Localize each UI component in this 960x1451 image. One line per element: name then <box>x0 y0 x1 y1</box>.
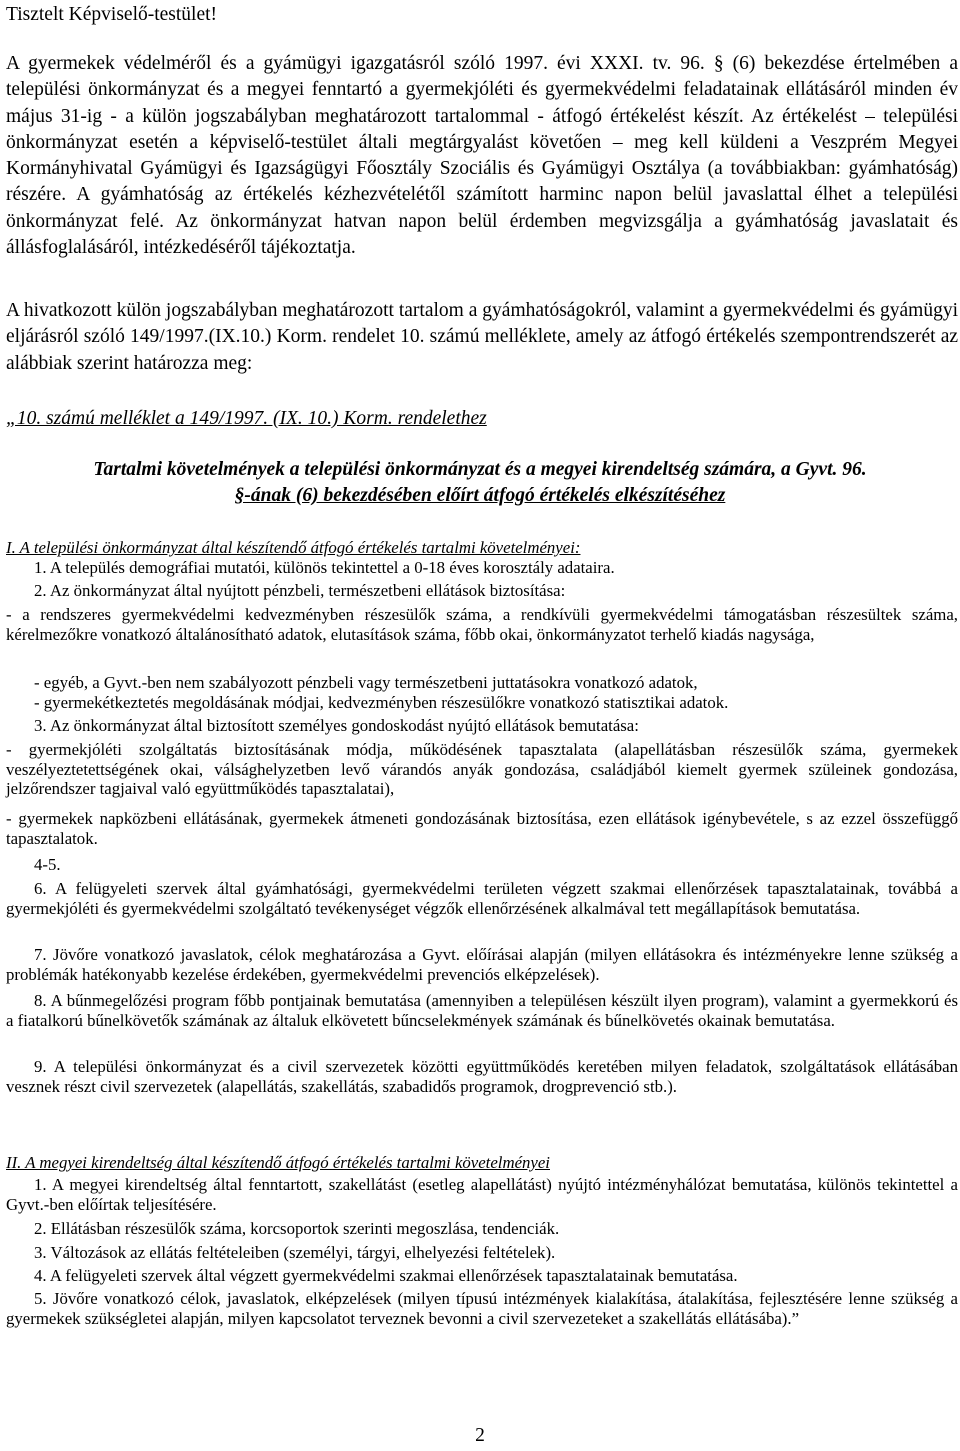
s1-item-1: 1. A település demográfiai mutatói, különös tekintettel a 0-18 éves korosztály adataira. <box>34 558 615 577</box>
document-title-line-1: Tartalmi követelmények a települési önkormányzat és a megyei kirendeltség számára, a Gyvt. 96. <box>93 459 867 480</box>
s2-item-1: 1. A megyei kirendeltség által fenntartott, szakellátást (esetleg alapellátást) nyújtó intézményhálózat bemutatása, különös tekintettel a Gyvt.-ben előírtak teljesítésére. <box>6 1175 958 1214</box>
section-2-heading-wrap <box>6 1153 958 1173</box>
document-title-line-2: §-ának (6) bekezdésében előírt átfogó értékelés elkészítéséhez <box>234 485 726 506</box>
s2-item-2: 2. Ellátásban részesülők száma, korcsoportok szerinti megoszlása, tendenciák. <box>34 1219 560 1238</box>
s2-item-4: 4. A felügyeleti szervek által végzett gyermekvédelmi szakmai ellenőrzések tapasztalatainak bemutatása. <box>34 1266 738 1285</box>
section-1-heading-wrap <box>6 538 958 558</box>
section-2-heading: II. A megyei kirendeltség által készítendő átfogó értékelés tartalmi követelményei <box>6 1153 550 1172</box>
s1-item-2c: - gyermekétkeztetés megoldásának módjai, kedvezményben részesülőkre vonatkozó statisztikai adatok. <box>34 693 729 712</box>
section-1-heading: I. A települési önkormányzat által készítendő átfogó értékelés tartalmi követelményei: <box>6 538 581 557</box>
intro-paragraph: A gyermekek védelméről és a gyámügyi igazgatásról szóló 1997. évi XXXI. tv. 96. § (6) bekezdése értelmében a települési önkormányzat és a megyei fenntartó a gyermekjóléti és gyermekvédelmi feladatainak ellátásáról minden év május 31-ig - a külön jogszabályban meghatározott tartalommal - átfogó értékelést készít. Az értékelést – települési önkormányzat esetén a képviselő-testület általi megtárgyalást követően – meg kell küldeni a Veszprém Megyei Kormányhivatal Gyámügyi és Igazságügyi Főosztály Szociális és Gyámügyi Osztálya (a továbbiakban: gyámhatóság) részére. A gyámhatóság az értékelés kézhezvételétől számított harminc napon belül javaslattal élhet a települési önkormányzat felé. Az önkormányzat hatvan napon belül érdemben megvizsgálja a gyámhatóság javaslatait és állásfoglalásáról, intézkedéséről tájékoztatja. <box>6 53 958 259</box>
s1-item-3b: - gyermekek napközbeni ellátásának, gyermekek átmeneti gondozásának biztosítása, ezen ellátások igénybevétele, s az ezzel összefüggő tapasztalatok. <box>6 809 958 848</box>
s2-item-5: 5. Jövőre vonatkozó célok, javaslatok, elképzelések (milyen típusú intézmények kialakítása, átalakítása, fejlesztésére lenne szükség a gyermekek szükségletei alapján, milyen kapcsolatot terveznek bevonni a civil szervezeteket a szakellátás ellátásába).” <box>6 1289 958 1328</box>
s1-item-6: 6. A felügyeleti szervek által gyámhatósági, gyermekvédelmi területen végzett szakmai ellenőrzések tapasztalatainak, továbbá a gyermekjóléti és gyermekvédelmi szolgáltató tevékenységet végzők ellenőrzésének alkalmával tett megállapítások bemutatása. <box>6 879 958 918</box>
s1-item-2b: - egyéb, a Gyvt.-ben nem szabályozott pénzbeli vagy természetbeni juttatásokra vonatkozó adatok, <box>34 673 698 692</box>
page-number: 2 <box>475 1425 485 1446</box>
annex-heading: „10. számú melléklet a 149/1997. (IX. 10.) Korm. rendelethez <box>6 408 487 429</box>
s1-item-7: 7. Jövőre vonatkozó javaslatok, célok meghatározása a Gyvt. előírásai alapján (milyen ellátásokra és intézményekre lenne szükség a problémák hatékonyabb kezelése érdekében, gyermekvédelmi prevenciós elképzelések). <box>6 945 958 984</box>
s1-item-2a: - a rendszeres gyermekvédelmi kedvezményben részesülők száma, a rendkívüli gyermekvédelmi támogatásban részesültek száma, kérelmezőkre vonatkozó általánosítható adatok, elutasítások száma, főbb okai, önkormányzatot terhelő kiadás nagysága, <box>6 605 958 644</box>
s1-item-3a: - gyermekjóléti szolgáltatás biztosításának módja, működésének tapasztalata (alapellátásban részesülők száma, gyermekek veszélyeztetettségének okai, válsághelyzetben levő várandós anyák gondozása, családjából kiemelt gyermek szüleinek gondozása, jelzőrendszer tagjaival való együttműködés tapasztalatai), <box>6 740 958 799</box>
reference-paragraph: A hivatkozott külön jogszabályban meghatározott tartalom a gyámhatóságokról, valamint a gyermekvédelmi és gyámügyi eljárásról szóló 149/1997.(IX.10.) Korm. rendelet 10. számú melléklete, amely az átfogó értékelés szempontrendszerét az alábbiak szerint határozza meg: <box>6 300 958 374</box>
s1-item-8: 8. A bűnmegelőzési program főbb pontjainak bemutatása (amennyiben a településen készült ilyen program), valamint a gyermekkorú és a fiatalkorú bűnelkövetők számának az általuk elkövetett bűncselekmények számának és bűnelkövetés okainak bemutatása. <box>6 991 958 1030</box>
s1-item-9: 9. A települési önkormányzat és a civil szervezetek közötti együttműködés keretében milyen feladatok, szolgáltatások ellátásában vesznek részt civil szervezetek (alapellátás, szakellátás, szabadidős programok, drogprevenció stb.). <box>6 1057 958 1096</box>
s1-item-2: 2. Az önkormányzat által nyújtott pénzbeli, természetbeni ellátások biztosítása: <box>34 581 566 600</box>
annex-heading-wrap <box>6 406 958 432</box>
s1-item-4-5: 4-5. <box>34 855 61 874</box>
s2-item-3: 3. Változások az ellátás feltételeiben (személyi, tárgyi, elhelyezési feltételek). <box>34 1243 556 1262</box>
greeting: Tisztelt Képviselő-testület! <box>6 4 218 25</box>
document-title-line-2-wrap <box>0 483 960 509</box>
s1-item-3: 3. Az önkormányzat által biztosított személyes gondoskodást nyújtó ellátások bemutatása: <box>34 716 639 735</box>
